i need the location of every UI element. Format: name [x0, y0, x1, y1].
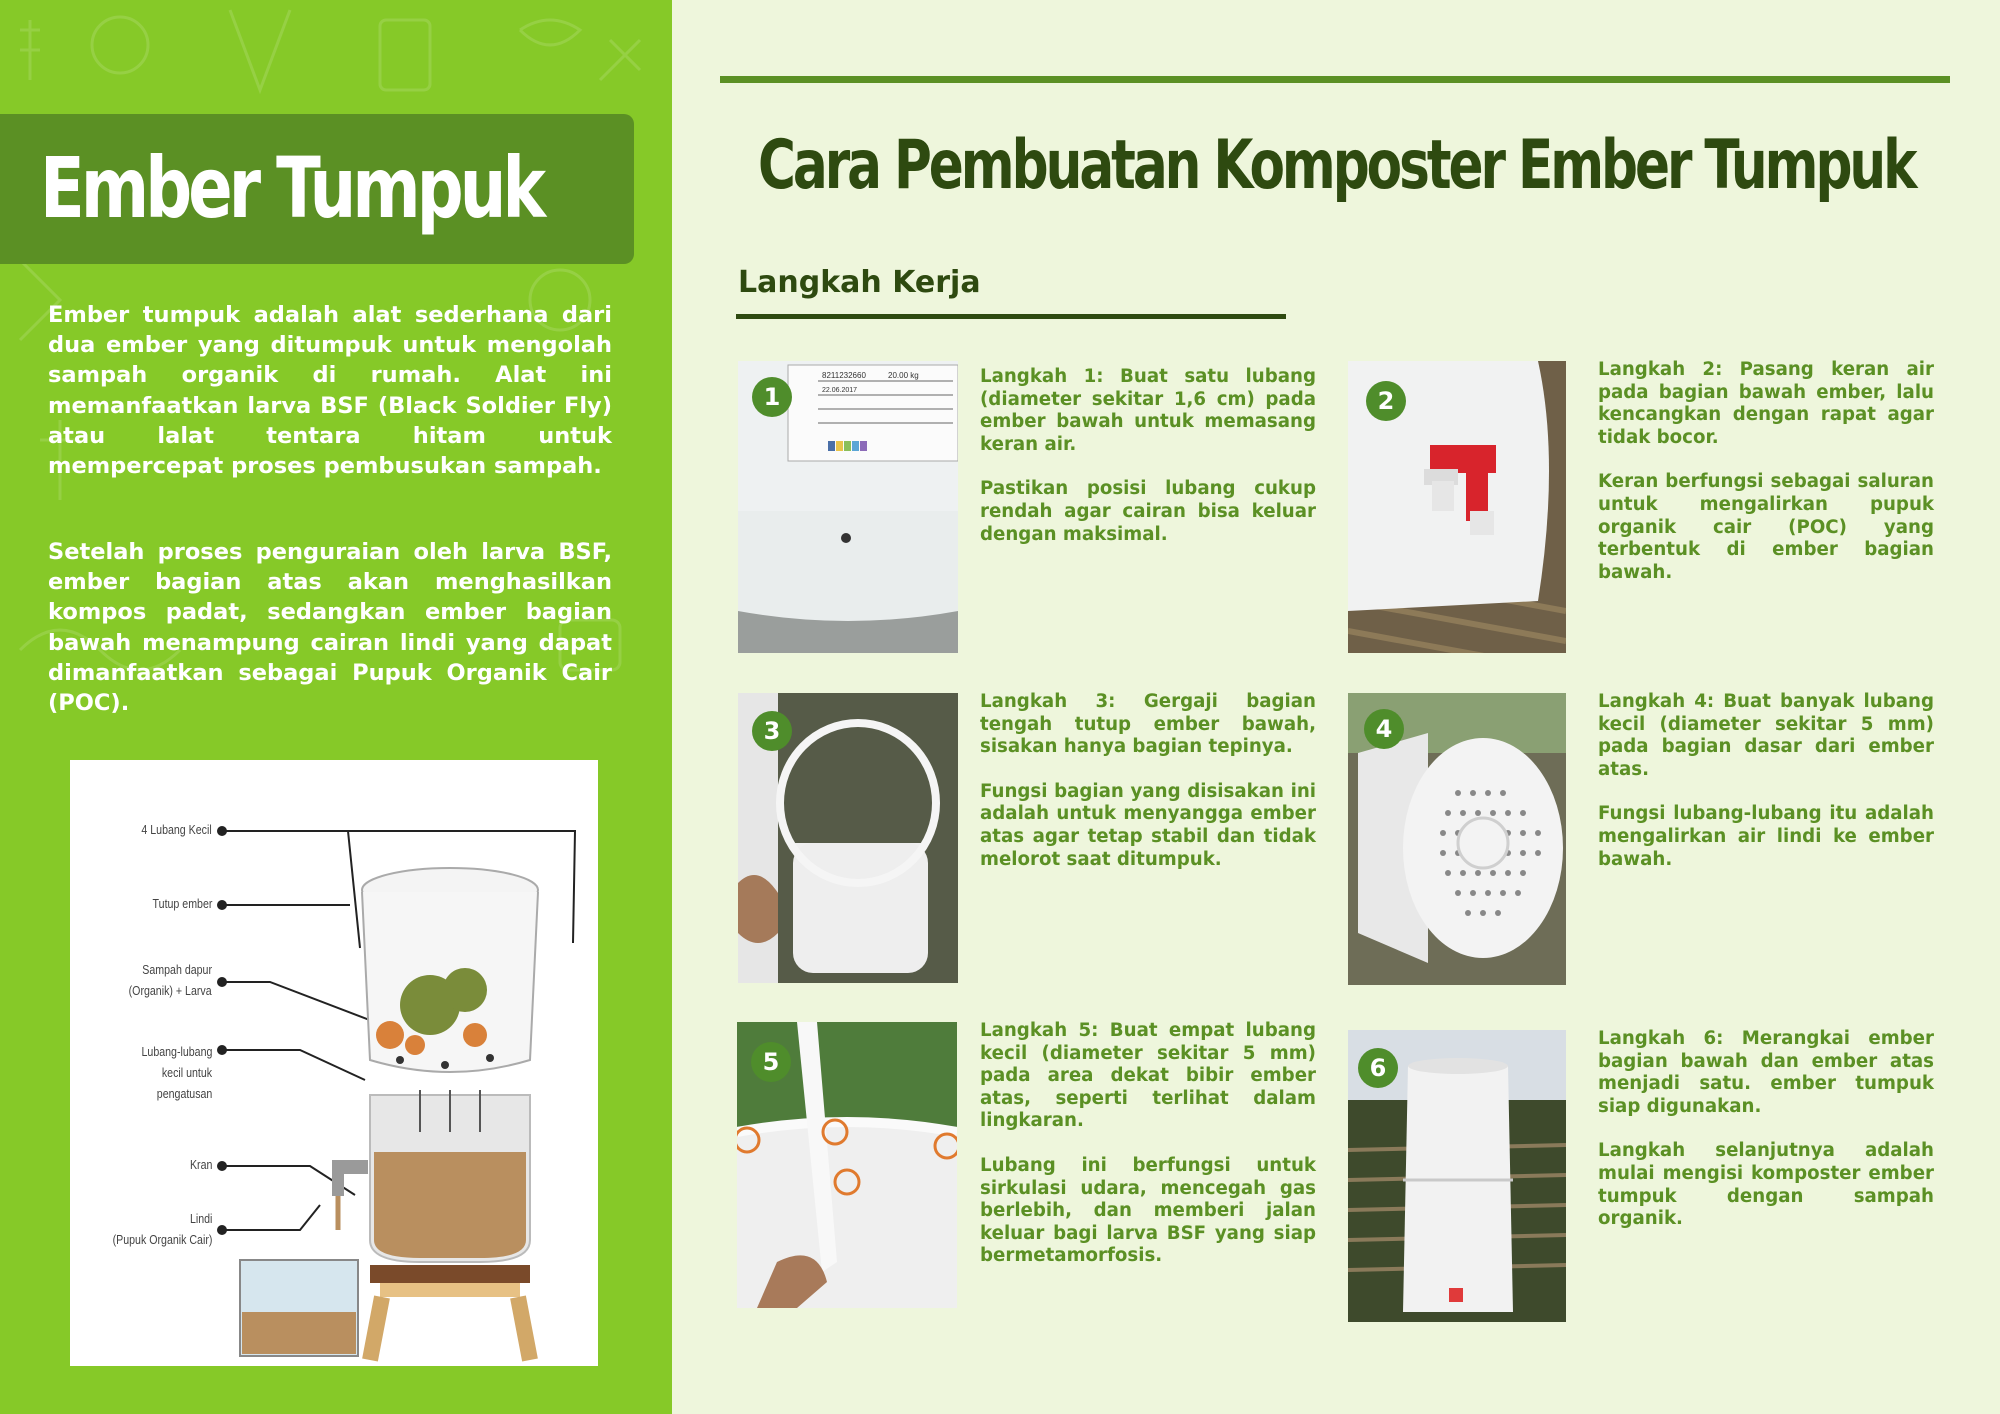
step-6-text: [1598, 1028, 1934, 1231]
label-organic-waste-line2: (Organik) + Larva: [129, 984, 212, 998]
step-3-badge: 3: [752, 711, 792, 751]
page-title: Ember Tumpuk: [40, 139, 543, 237]
label-4-holes: 4 Lubang Kecil: [141, 823, 212, 837]
step-3-instruction: Langkah 3: Gergaji bagian tengah tutup ember bawah, sisakan hanya bagian tepinya.: [980, 691, 1316, 758]
intro-panel: [0, 0, 672, 1414]
step-2-text: [1598, 359, 1934, 584]
label-leachate-line2: (Pupuk Organik Cair): [112, 1233, 212, 1247]
photo-1-label-code: 8211232660: [822, 371, 866, 380]
label-drain-holes-line3: pengatusan: [156, 1087, 212, 1101]
step-5-note: Lubang ini berfungsi untuk sirkulasi udara, mencegah gas berlebih, dan memberi jalan keluar bagi larva BSF yang siap bermetamorfosis.: [980, 1154, 1316, 1267]
photo-1-label-weight: 20.00 kg: [888, 371, 919, 380]
label-organic-waste-line1: Sampah dapur: [142, 963, 212, 977]
step-6-note: Langkah selanjutnya adalah mulai mengisi komposter ember tumpuk dengan sampah organik.: [1598, 1140, 1934, 1230]
step-3-photo: [738, 693, 958, 983]
step-6-instruction: Langkah 6: Merangkai ember bagian bawah dan ember atas menjadi satu. ember tumpuk siap digunakan.: [1598, 1028, 1934, 1117]
step-1-photo: [738, 361, 958, 653]
step-2-badge: 2: [1366, 381, 1406, 421]
subtitle-underline: [736, 314, 1286, 319]
title-box: [0, 114, 634, 264]
step-2-photo: [1348, 361, 1566, 653]
intro-paragraph-2: Setelah proses penguraian oleh larva BSF, ember bagian atas akan menghasilkan kompos padat, sedangkan ember bagian bawah menampung cairan lindi yang dapat dimanfaatkan sebagai Pupuk Organik Cair (POC).: [48, 539, 612, 717]
step-1-note: Pastikan posisi lubang cukup rendah agar cairan bisa keluar dengan maksimal.: [980, 478, 1316, 545]
step-5-photo: [737, 1022, 957, 1308]
step-1-instruction: Langkah 1: Buat satu lubang (diameter sekitar 1,6 cm) pada ember bawah untuk memasang keran air.: [980, 366, 1316, 455]
step-2-note: Keran berfungsi sebagai saluran untuk mengalirkan pupuk organik cair (POC) yang terbentuk di ember bagian bawah.: [1598, 471, 1934, 583]
step-4-text: [1598, 691, 1934, 871]
photo-1-label-date: 22.06.2017: [822, 387, 858, 394]
label-drain-holes-line2: kecil untuk: [161, 1066, 212, 1080]
step-5-badge: 5: [751, 1042, 791, 1082]
intro-paragraph-1: Ember tumpuk adalah alat sederhana dari dua ember yang ditumpuk untuk mengolah sampah organik di rumah. Alat ini memanfaatkan larva BSF (Black Soldier Fly) atau lalat tentara hitam untuk mempercepat proses pembusukan sampah.: [48, 302, 612, 480]
label-bucket-lid: Tutup ember: [152, 897, 212, 911]
step-5-instruction: Langkah 5: Buat empat lubang kecil (diameter sekitar 5 mm) pada area dekat bibir ember atas, seperti terlihat dalam lingkaran.: [980, 1020, 1316, 1132]
step-4-badge: 4: [1364, 709, 1404, 749]
step-5-text: [980, 1020, 1316, 1268]
step-6-photo: [1348, 1030, 1566, 1322]
label-drain-holes-line1: Lubang-lubang: [141, 1045, 212, 1059]
stacked-bucket-diagram: [70, 760, 598, 1366]
step-3-text: [980, 691, 1316, 871]
step-1-badge: 1: [752, 377, 792, 417]
step-4-note: Fungsi lubang-lubang itu adalah mengalirkan air lindi ke ember bawah.: [1598, 803, 1934, 870]
section-subtitle: Langkah Kerja: [738, 265, 981, 300]
step-6-badge: 6: [1358, 1048, 1398, 1088]
label-tap: Kran: [189, 1158, 212, 1172]
header-rule: [720, 76, 1950, 83]
step-4-instruction: Langkah 4: Buat banyak lubang kecil (diameter sekitar 5 mm) pada bagian dasar dari ember atas.: [1598, 691, 1934, 780]
label-leachate-line1: Lindi: [189, 1212, 212, 1226]
step-4-photo: [1348, 693, 1566, 985]
step-1-text: [980, 366, 1316, 546]
main-title: Cara Pembuatan Komposter Ember Tumpuk: [758, 126, 1915, 205]
step-2-instruction: Langkah 2: Pasang keran air pada bagian bawah ember, lalu kencangkan dengan rapat agar tidak bocor.: [1598, 359, 1934, 448]
step-3-note: Fungsi bagian yang disisakan ini adalah untuk menyangga ember atas agar tetap stabil dan tidak melorot saat ditumpuk.: [980, 780, 1316, 870]
